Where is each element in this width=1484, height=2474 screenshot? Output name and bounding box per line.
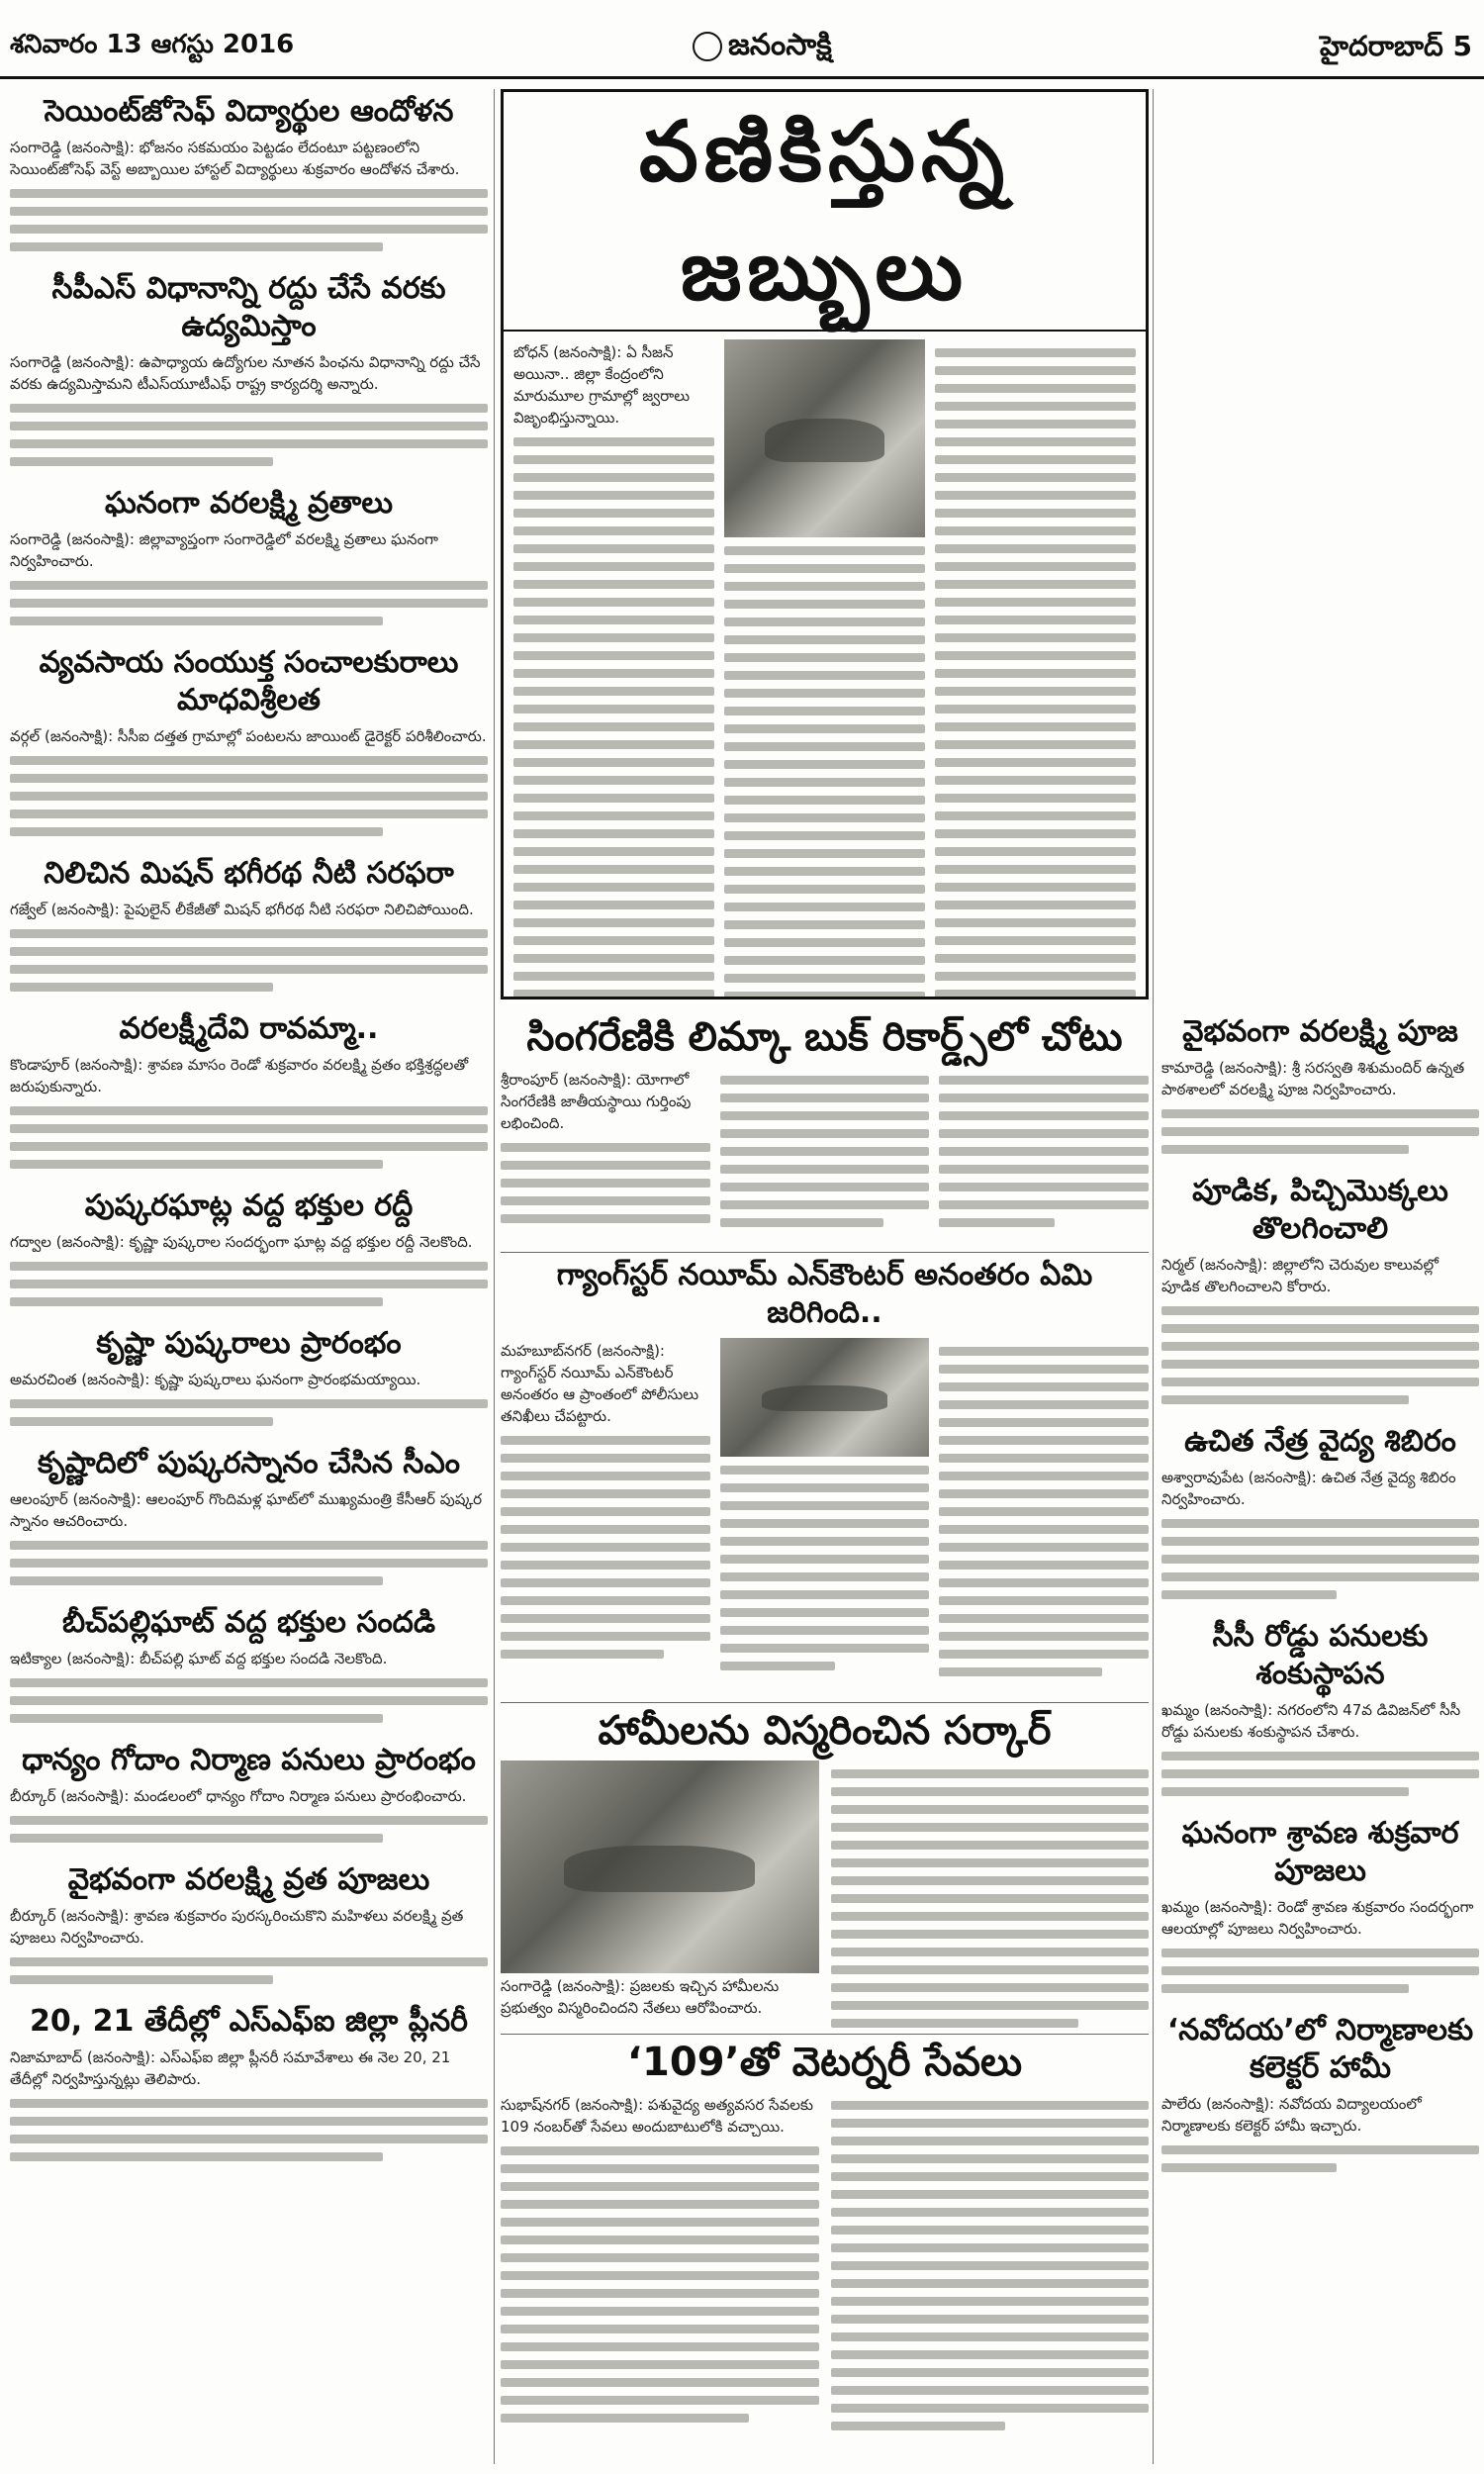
article-lead: సంగారెడ్డి (జనంసాక్షి): ప్రజలకు ఇచ్చిన హామీలను ప్రభుత్వం విస్మరించిందని నేతలు ఆరోపించారు. [501,1977,780,2017]
article-lead: శ్రీరాంపూర్‌ (జనంసాక్షి): యోగాలో సింగరేణికి జాతీయస్థాయి గుర్తింపు లభించింది. [501,1071,692,1132]
article-lead: కొండాపూర్‌ (జనంసాక్షి): శ్రావణ మాసం రెండో శుక్రవారం వరలక్ష్మి వ్రతం భక్తిశ్రద్ధలతో జరుపుకున్నారు. [10,1056,469,1095]
article-headline: హామీలను విస్మరించిన సర్కార్‌ [598,1708,1052,1754]
article-headline: పూడిక, పిచ్చిమొక్కలు తొలగించాలి [1192,1174,1448,1246]
hospital-photo [724,339,925,537]
article-lead: సంగారెడ్డి (జనంసాక్షి): జిల్లావ్యాప్తంగా సంగారెడ్డిలో వరలక్ష్మి వ్రతాలు ఘనంగా నిర్వహించారు. [10,530,438,570]
article [10,851,488,1000]
article [1161,1811,1479,2002]
issue-date: శనివారం 13 ఆగస్టు 2016 [10,30,295,59]
article-lead: సంగారెడ్డి (జనంసాక్షి): ఉపాధ్యాయ ఉద్యోగుల నూతన పింఛను విధానాన్ని రద్దు చేసే వరకు ఉద్యమిస్తామని టీఎస్‌యూటీఎఫ్‌ రాష్ట్ర కార్యదర్శి అన్నారు. [10,353,481,393]
article [10,640,488,845]
main-story-columns [513,339,1136,999]
article-headline: ‘109’తో వెటర్నరీ సేవలు [626,2040,1023,2085]
article-lead: సంగారెడ్డి (జనంసాక్షి): భోజనం సకమయం పెట్టడం లేదంటూ పట్టణంలోని సెయింట్‌జోసెఫ్‌ వెస్ట్‌ అబ్బాయిల హాస్టల్‌ విద్యార్థులు శుక్రవారం ఆందోళన చేశారు. [10,139,460,178]
paper-name [693,28,832,69]
article-lead: సుభాష్‌నగర్‌ (జనంసాక్షి): పశువైద్య అత్యవసర సేవలకు 109 నంబర్‌తో సేవలు అందుబాటులోకి వచ్చాయి. [501,2096,813,2136]
article-headline: 20, 21 తేదీల్లో ఎస్‌ఎఫ్‌ఐ జిల్లా ప్లీనరీ [30,2004,468,2039]
article-headline: వైభవంగా వరలక్ష్మి వ్రత పూజలు [67,1862,430,1897]
article-lead: ఖమ్మం (జనంసాక్షి): రెండో శ్రావణ శుక్రవారం సందర్భంగా ఆలయాల్లో పూజలు నిర్వహించారు. [1161,1898,1474,1938]
article [10,1738,488,1852]
article-headline: వ్యవసాయ సంయుక్త సంచాలకురాలు మాధవిశ్రీలత [39,645,459,717]
article-headline: ధాన్యం గోదాం నిర్మాణ పనులు ప్రారంభం [22,1743,476,1777]
encounter-site-photo [720,1338,930,1457]
paper-title: జనంసాక్షి [728,28,832,62]
middle-article-singareni [501,1009,1149,1247]
main-story-body [504,332,1146,999]
article [10,89,488,260]
article-headline: వరలక్ష్మీదేవి రావమ్మా.. [119,1011,379,1046]
article-lead: పాలేరు (జనంసాక్షి): నవోదయ విద్యాలయంలో నిర్మాణాలకు కలెక్టర్‌ హామీ ఇచ్చారు. [1161,2095,1422,2135]
masthead [0,0,1484,79]
article-lead: బీర్కూర్‌ (జనంసాక్షి): శ్రావణ శుక్రవారం పురస్కరించుకొని మహిళలు వరలక్ష్మి వ్రత పూజలు నిర్వహించారు. [10,1907,464,1947]
article [10,1321,488,1435]
article [10,1006,488,1178]
article-lead: నిర్మల్‌ (జనంసాక్షి): జిల్లాలోని చెరువుల కాలువల్లో పూడిక తొలగించాలని కోరారు. [1161,1256,1438,1295]
article [10,1999,488,2170]
middle-article-promises [501,1702,1149,2029]
protest-photo [501,1760,819,1973]
edition-info [1320,30,1472,69]
article-lead: అశ్వారావుపేట (జనంసాక్షి): ఉచిత నేత్ర వైద్య శిబిరం నిర్వహించారు. [1161,1469,1456,1508]
main-story [501,89,1149,999]
main-headline: వణికిస్తున్న జబ్బులు [504,92,1146,332]
article-headline: సీసీ రోడ్డు పనులకు శంకుస్థాపన [1212,1619,1429,1691]
article [10,1184,488,1315]
page-number: 5 [1452,30,1472,62]
article-lead: అమరచింత (జనంసాక్షి): కృష్ణా పుష్కరాలు ఘనంగా ప్రారంభమయ్యాయి. [10,1371,421,1388]
article-headline: కృష్ణా పుష్కరాలు ప్రారంభం [96,1326,402,1361]
article [10,1600,488,1732]
article [10,481,488,634]
article [10,266,488,475]
article-headline: సీపీఎస్‌ విధానాన్ని రద్దు చేసే వరకు ఉద్యమిస్తాం [51,271,446,343]
article-headline: ఉచిత నేత్ర వైద్య శిబిరం [1184,1424,1456,1459]
article-lead: ఆలంపూర్‌ (జనంసాక్షి): ఆలంపూర్‌ గొందిమళ్ల ఘాట్‌లో ముఖ్యమంత్రి కేసీఆర్‌ పుష్కర స్నానం ఆచరించారు. [10,1490,482,1530]
article [10,1857,488,1993]
article-lead: గద్వాల (జనంసాక్షి): కృష్ణా పుష్కరాల సందర్భంగా ఘాట్ల వద్ద భక్తుల రద్దీ నెలకొంది. [10,1233,473,1251]
article [10,1441,488,1594]
right-column [1153,89,1479,2464]
article-headline: సింగరేణికి లిమ్కా బుక్‌ రికార్డ్స్‌లో చోటు [526,1014,1123,1060]
article-headline: బీచ్‌పల్లిఘాట్‌ వద్ద భక్తుల సందడి [61,1605,436,1640]
article-lead: ఖమ్మం (జనంసాక్షి): నగరంలోని 47వ డివిజన్‌లో సీసీ రోడ్డు పనులకు శంకుస్థాపన చేశారు. [1161,1701,1461,1741]
paper-logo-icon [693,32,722,61]
middle-article-veterinary [501,2034,1149,2469]
city-name: హైదరాబాద్ [1320,30,1443,62]
article-headline: కృష్ణాదిలో పుష్కరస్నానం చేసిన సీఎం [37,1446,461,1480]
article-headline: సెయింట్‌జోసెఫ్‌ విద్యార్థుల ఆందోళన [44,94,454,129]
left-column [10,89,495,2464]
article-lead: ఇటిక్యాల (జనంసాక్షి): బీచ్‌పల్లి ఘాట్‌ వద్ద భక్తుల సందడి నెలకొంది. [10,1650,388,1667]
article-headline: పుష్కరఘాట్ల వద్ద భక్తుల రద్దీ [84,1189,414,1223]
article [1161,1614,1479,1805]
article [1161,1419,1479,1608]
article-headline: ఘనంగా వరలక్ష్మి వ్రతాలు [105,486,393,521]
article [1161,1169,1479,1413]
article-headline: ఘనంగా శ్రావణ శుక్రవార పూజలు [1181,1816,1459,1888]
article-headline: వైభవంగా వరలక్ష్మి పూజ [1182,1014,1458,1049]
article [1161,2008,1479,2181]
middle-article-nayeem [501,1252,1149,1697]
article-lead: నిజామాబాద్‌ (జనంసాక్షి): ఎస్‌ఎఫ్‌ఐ జిల్లా ప్లీనరీ సమావేశాలు ఈ నెల 20, 21 తేదీల్లో నిర్వహిస్తున్నట్లు తెలిపారు. [10,2048,451,2088]
article-lead: కామారెడ్డి (జనంసాక్షి): శ్రీ సరస్వతి శిశుమందిర్‌ ఉన్నత పాఠశాలలో వరలక్ష్మి పూజ నిర్వహించారు. [1161,1059,1465,1098]
article-lead: మహబూబ్‌నగర్‌ (జనంసాక్షి): గ్యాంగ్‌స్టర్‌ నయీమ్‌ ఎన్‌కౌంటర్‌ అనంతరం ఆ ప్రాంతంలో పోలీసులు తనిఖీలు చేపట్టారు. [501,1342,699,1425]
article-lead: వర్గల్‌ (జనంసాక్షి): సీసీఐ దత్తత గ్రామాల్లో పంటలను జాయింట్‌ డైరెక్టర్‌ పరిశీలించారు. [10,727,487,745]
article-lead: బీర్కూర్‌ (జనంసాక్షి): మండలంలో ధాన్యం గోదాం నిర్మాణ పనులు ప్రారంభించారు. [10,1787,467,1805]
article-headline: గ్యాంగ్‌స్టర్‌ నయీమ్‌ ఎన్‌కౌంటర్‌ అనంతరం ఏమి జరిగింది.. [556,1258,1093,1330]
article-lead: గజ్వేల్‌ (జనంసాక్షి): పైపులైన్‌ లీకేజీతో మిషన్‌ భగీరథ నీటి సరఫరా నిలిచిపోయింది. [10,901,474,918]
article-headline: నిలిచిన మిషన్‌ భగీరథ నీటి సరఫరా [44,856,454,891]
article-headline: ‘నవోదయ’లో నిర్మాణాలకు కలెక్టర్‌ హామీ [1166,2013,1474,2085]
article [1161,1009,1479,1163]
main-story-lead: బోధన్‌ (జనంసాక్షి): ఏ సీజన్‌ అయినా.. జిల్లా కేంద్రంలోని మారుమూల గ్రామాల్లో జ్వరాలు విజృంభిస్తున్నాయి. [513,343,691,427]
